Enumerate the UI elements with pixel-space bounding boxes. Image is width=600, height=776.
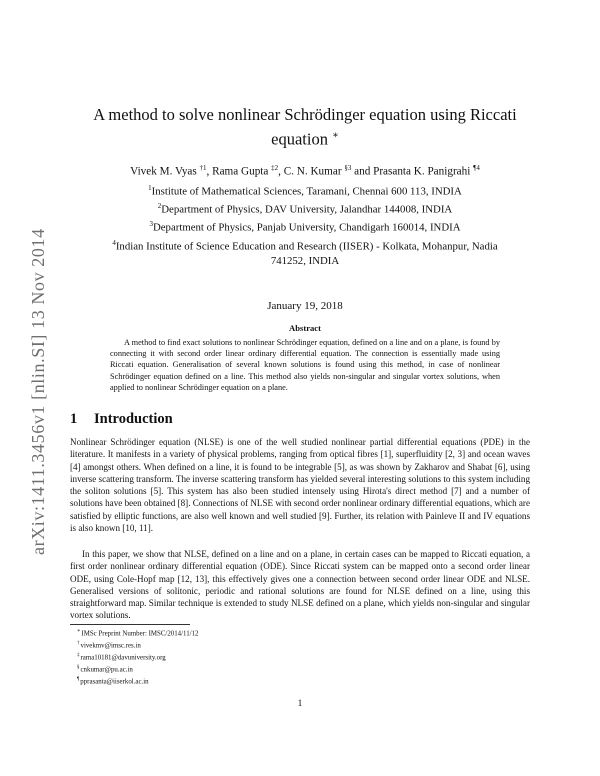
affiliation-text: Department of Physics, Panjab University, Chandigarh 160014, INDIA [152, 221, 461, 234]
footnote [77, 639, 497, 651]
footnote-mark: ‡ [77, 653, 80, 659]
author-separator: , [278, 165, 281, 178]
footnote [77, 627, 497, 639]
title-footnote-mark: ∗ [332, 130, 339, 141]
arxiv-identifier-stamp: arXiv:1411.3456v1 [nlin.SI] 13 Nov 2014 [28, 228, 48, 555]
footnote [77, 663, 497, 675]
footnote-email: rama10181@davuniversity.org [80, 654, 166, 662]
author-marks: ‡2 [271, 164, 279, 172]
affiliation [96, 181, 514, 199]
abstract-text: A method to find exact solutions to nonlinear Schrödinger equation, defined on a line and on a plane, is found by connecting it with second order linear ordinary differential equation. The connection is essentially made using Riccati equation. Generalisation of several known solutions is found using this method, in case of nonlinear Schrödinger equation defined on a line. This method also yields non-singular and singular vortex solutions, when applied to nonlinear Schrödinger equation on a plane. [110, 338, 500, 392]
author-separator: , [206, 165, 210, 178]
title-line-2: equation [271, 129, 328, 149]
paper-title [70, 104, 540, 150]
footnote-mark: ¶ [77, 677, 80, 683]
affiliation-list [96, 181, 514, 268]
author-marks: †1 [199, 164, 207, 172]
page-number: 1 [297, 699, 303, 709]
affiliation-number: 1 [148, 184, 152, 192]
author-marks: ¶4 [473, 164, 480, 172]
body-paragraph: Nonlinear Schrödinger equation (NLSE) is one of the well studied nonlinear partial differential equations (PDE) in the literature. It manifests in a variety of physical problems, ranging from optical fibres [1], superfluidity [2, 3] and ocean waves [4] amongst others. When defined on a line, it is found to be integrable [5], as was shown by Zakharov and Shabat [6], using inverse scattering transform. The inverse scattering transform has yielded several interesting solutions to this system including the soliton solutions [5]. This system has also been studied intensely using Hirota's direct method [7] and a number of solutions have been obtained [8]. Connections of NLSE with second order nonlinear ordinary differential equations, which are satisfied by elliptic functions, are also well known and well studied [9]. Further, its relation with Painleve II and IV equations is also known [10, 11]. [70, 437, 530, 534]
affiliation [96, 199, 514, 217]
footnote [77, 651, 497, 663]
author-name: Vivek M. Vyas [130, 165, 197, 178]
footnote [77, 675, 497, 687]
author-separator: and [354, 165, 371, 178]
title-line-1: A method to solve nonlinear Schrödinger equation using Riccati [93, 105, 517, 124]
footnote-mark: † [77, 641, 80, 647]
section-number: 1 [70, 411, 78, 427]
author-name: Rama Gupta [212, 165, 269, 178]
affiliation [96, 236, 514, 269]
affiliation [96, 217, 514, 235]
footnote-divider [70, 624, 190, 625]
author-marks: §3 [344, 164, 352, 172]
footnote-list [77, 627, 497, 687]
affiliation-text: Indian Institute of Science Education and Research (IISER) - Kolkata, Mohanpur, Nadia 741252, INDIA [115, 240, 498, 267]
footnote-text: IMSc Preprint Number: IMSC/2014/11/12 [81, 630, 199, 638]
paper-date: January 19, 2018 [267, 300, 343, 312]
footnote-email: cnkumar@pu.ac.in [80, 666, 133, 674]
body-paragraph: In this paper, we show that NLSE, defined on a line and on a plane, in certain cases can be mapped to Riccati equation, a first order nonlinear ordinary differential equation (ODE). Since Riccati system can be mapped onto a second order linear ODE, using Cole-Hopf map [12, 13], this effectively gives one a connection between second order linear ODE and NLSE. Generalised versions of solitonic, periodic and rational solutions are found for NLSE defined on a line, using this straightforward map. Similar technique is extended to study NLSE defined on a plane, which yields non-singular and singular vortex solutions. [70, 549, 530, 621]
abstract-heading: Abstract [289, 323, 321, 333]
section-heading [70, 411, 173, 428]
affiliation-text: Department of Physics, DAV University, Jalandhar 144008, INDIA [161, 203, 453, 216]
affiliation-number: 4 [112, 238, 116, 247]
affiliation-number: 2 [157, 202, 162, 211]
author-name: Prasanta K. Panigrahi [373, 165, 471, 178]
footnote-email: pprasanta@iiserkol.ac.in [80, 678, 149, 686]
section-title: Introduction [94, 411, 173, 427]
footnote-mark: ∗ [77, 629, 81, 634]
affiliation-number: 3 [149, 220, 153, 229]
author-name: C. N. Kumar [283, 165, 342, 178]
footnote-mark: § [77, 665, 80, 671]
author-list [70, 161, 540, 179]
footnote-email: vivekmv@imsc.res.in [80, 642, 141, 650]
affiliation-text: Institute of Mathematical Sciences, Taramani, Chennai 600 113, INDIA [151, 185, 462, 198]
